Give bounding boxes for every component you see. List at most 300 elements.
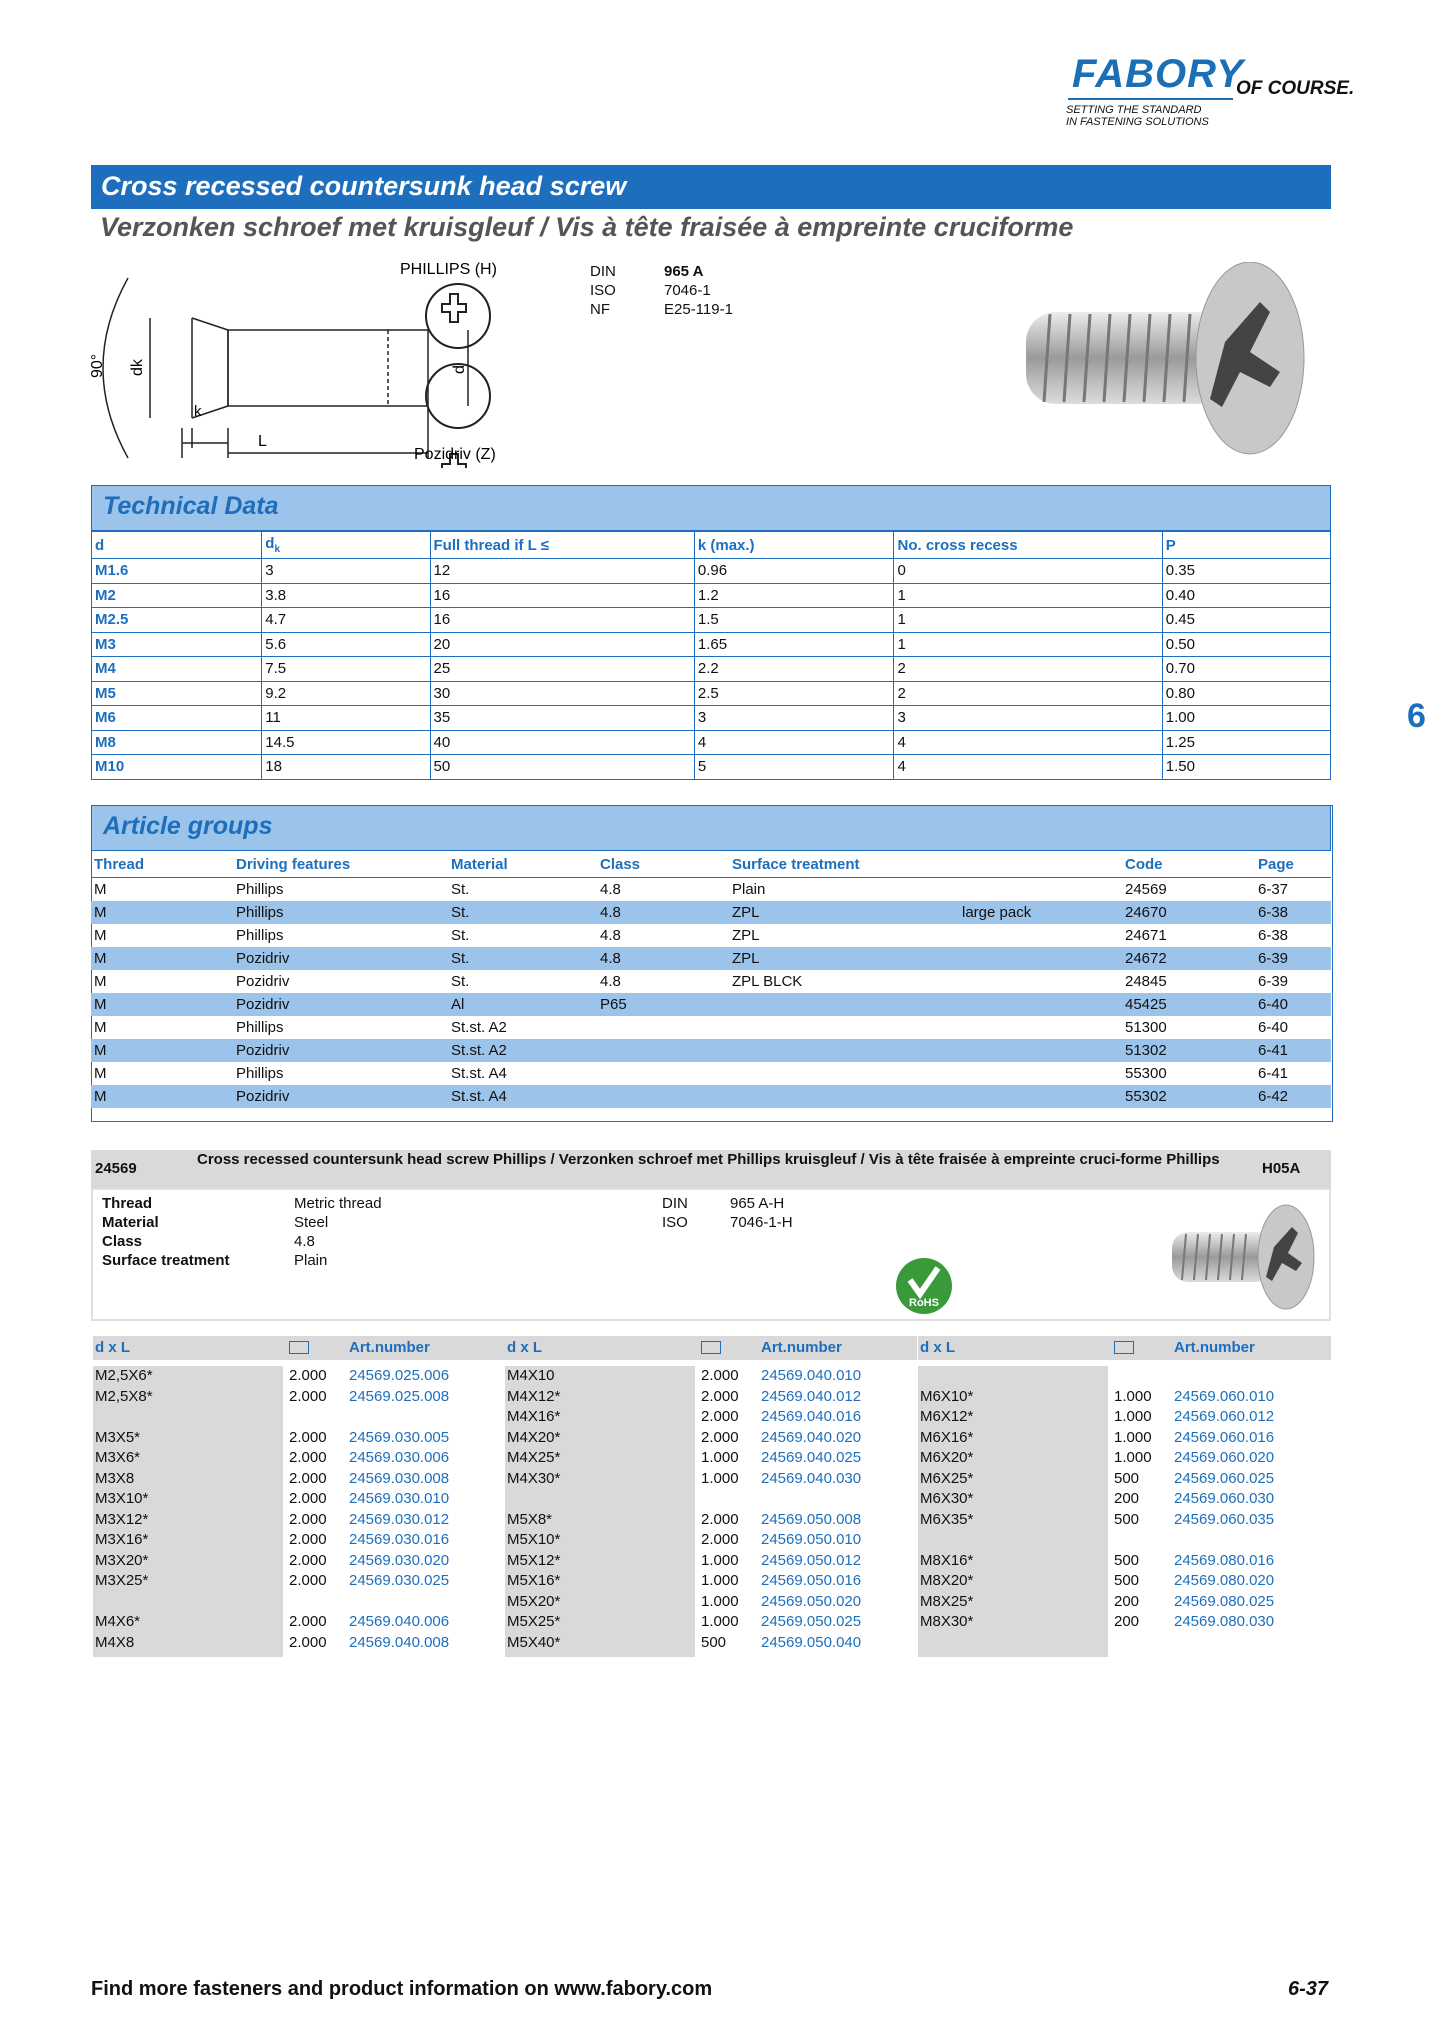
dxl-header: d x L <box>920 1339 956 1356</box>
tech-cell: 1.50 <box>1162 755 1330 780</box>
standard-value: 965 A <box>664 263 704 280</box>
phillips-label: PHILLIPS (H) <box>400 261 497 278</box>
list-item <box>918 1448 1330 1469</box>
art-number-link[interactable]: 24569.050.020 <box>761 1592 862 1610</box>
product-description: Cross recessed countersunk head screw Phillips / Verzonken schroef met Phillips kruisgleuf / Vis à tête fraisée à empreinte cruci-forme Phillips <box>197 1151 1220 1168</box>
pack-quantity: 2.000 <box>289 1469 327 1487</box>
tech-cell: 1.5 <box>694 608 894 633</box>
tech-cell: 3 <box>894 706 1162 731</box>
pack-quantity: 200 <box>1114 1592 1140 1610</box>
article-header-cell: Thread <box>91 852 233 878</box>
art-number-link[interactable]: 24569.040.008 <box>349 1633 450 1651</box>
list-item <box>505 1571 917 1592</box>
standard-row <box>590 262 733 281</box>
tech-cell: 40 <box>430 730 694 755</box>
art-number-link[interactable]: 24569.030.008 <box>349 1469 450 1487</box>
list-item <box>93 1612 505 1633</box>
article-cell: 6-40 <box>1258 1019 1289 1036</box>
list-item <box>93 1633 505 1654</box>
dxl-value: M6X12* <box>920 1408 974 1425</box>
list-item <box>918 1551 1330 1572</box>
article-cell: Phillips <box>236 881 284 898</box>
dxl-value: M5X25* <box>507 1613 561 1630</box>
article-cell: 6-39 <box>1258 973 1289 990</box>
svg-text:RoHS: RoHS <box>909 1297 939 1309</box>
table-row <box>91 993 1331 1016</box>
pack-quantity: 500 <box>1114 1510 1140 1528</box>
table-row <box>91 947 1331 970</box>
tech-cell: 1 <box>894 632 1162 657</box>
article-cell: St. <box>451 927 470 944</box>
article-cell <box>729 1085 959 1108</box>
dxl-value: M5X40* <box>507 1633 561 1651</box>
art-number-link[interactable]: 24569.060.035 <box>1174 1510 1275 1528</box>
tech-cell: M3 <box>92 632 262 657</box>
dxl-value: M3X12* <box>95 1510 149 1528</box>
pack-quantity: 2.000 <box>289 1531 327 1548</box>
dxl-value: M4X30* <box>507 1469 561 1487</box>
list-item <box>918 1469 1330 1490</box>
article-groups-heading: Article groups <box>103 812 273 840</box>
article-cell: 6-37 <box>1258 881 1289 898</box>
dxl-value: M3X5* <box>95 1428 141 1446</box>
standard-key: ISO <box>590 282 616 299</box>
tech-cell: 4 <box>894 755 1162 780</box>
article-cell: ZPL BLCK <box>732 973 803 990</box>
art-number-link[interactable]: 24569.080.016 <box>1174 1551 1275 1569</box>
product-property-keys <box>102 1194 230 1270</box>
article-list <box>505 1366 917 1666</box>
k-label: k <box>194 403 202 420</box>
table-row <box>91 924 1331 947</box>
table-row <box>91 970 1331 993</box>
table-row <box>91 1016 1331 1039</box>
article-cell: P65 <box>597 993 729 1016</box>
article-cell: St.st. A2 <box>451 1019 507 1036</box>
list-item <box>505 1407 917 1428</box>
dxl-value: M4X12* <box>507 1387 561 1405</box>
article-cell: 24845 <box>1125 973 1167 990</box>
dxl-value: M4X25* <box>507 1449 561 1466</box>
pack-quantity: 1.000 <box>701 1613 739 1630</box>
tech-cell: 35 <box>430 706 694 731</box>
tech-cell: 5 <box>694 755 894 780</box>
pack-quantity: 2.000 <box>289 1490 327 1507</box>
dxl-value: M3X20* <box>95 1551 149 1569</box>
tech-cell: 16 <box>430 583 694 608</box>
art-number-link[interactable]: 24569.040.016 <box>761 1408 862 1425</box>
article-cell <box>959 878 1122 902</box>
tech-header-cell: P <box>1162 532 1330 559</box>
pack-quantity: 500 <box>1114 1551 1140 1569</box>
article-cell: 24671 <box>1125 927 1167 944</box>
screw-drawing <box>88 258 518 468</box>
dxl-value: M4X10 <box>507 1367 555 1384</box>
art-number-link[interactable]: 24569.060.020 <box>1174 1449 1275 1466</box>
dxl-value: M8X20* <box>920 1572 974 1589</box>
list-item <box>505 1387 917 1408</box>
art-number-header: Art.number <box>761 1339 842 1356</box>
dxl-value: M3X10* <box>95 1490 149 1507</box>
art-number-link[interactable]: 24569.060.030 <box>1174 1490 1275 1507</box>
list-item <box>918 1510 1330 1531</box>
article-cell: 6-39 <box>1255 947 1331 970</box>
tech-cell: 4.7 <box>262 608 430 633</box>
dxl-value: M2,5X8* <box>95 1387 153 1405</box>
article-cell: 6-41 <box>1258 1065 1289 1082</box>
art-number-link[interactable]: 24569.080.030 <box>1174 1613 1275 1630</box>
tech-cell: 0 <box>894 559 1162 584</box>
art-number-link[interactable]: 24569.040.020 <box>761 1428 862 1446</box>
fabory-logo <box>1064 52 1364 132</box>
art-number-link[interactable]: 24569.030.010 <box>349 1490 450 1507</box>
article-cell: 45425 <box>1122 993 1255 1016</box>
pack-quantity: 1.000 <box>701 1449 739 1466</box>
article-header-cell: Driving features <box>233 852 448 878</box>
pack-quantity: 2.000 <box>701 1387 739 1405</box>
tech-cell: 1.2 <box>694 583 894 608</box>
article-cell: Phillips <box>236 1019 284 1036</box>
tech-cell: 3 <box>694 706 894 731</box>
art-number-link[interactable]: 24569.080.025 <box>1174 1592 1275 1610</box>
tech-cell: 0.50 <box>1162 632 1330 657</box>
tech-cell: 25 <box>430 657 694 682</box>
article-cell: Pozidriv <box>233 1039 448 1062</box>
table-row <box>92 559 1331 584</box>
art-number-link[interactable]: 24569.060.016 <box>1174 1428 1275 1446</box>
tech-cell: 12 <box>430 559 694 584</box>
list-item <box>505 1366 917 1387</box>
article-cell: Pozidriv <box>233 1085 448 1108</box>
article-header-cell: Surface treatment <box>729 852 959 878</box>
art-number-link[interactable]: 24569.040.006 <box>349 1613 450 1630</box>
tech-cell: 0.45 <box>1162 608 1330 633</box>
article-cell: 55300 <box>1125 1065 1167 1082</box>
pack-quantity: 500 <box>1114 1469 1140 1487</box>
table-row <box>92 730 1331 755</box>
art-number-link[interactable]: 24569.060.012 <box>1174 1408 1275 1425</box>
pozidriv-label: Pozidriv (Z) <box>414 446 496 463</box>
logo-tagline: SETTING THE STANDARD IN FASTENING SOLUTIONS <box>1066 104 1209 128</box>
article-cell: 6-38 <box>1255 901 1331 924</box>
art-number-link[interactable]: 24569.050.040 <box>761 1633 862 1651</box>
tech-header-cell: d <box>92 532 262 559</box>
article-cell: St. <box>451 881 470 898</box>
tech-cell: M5 <box>92 681 262 706</box>
article-header-cell: Class <box>597 852 729 878</box>
article-list-header <box>918 1336 1331 1360</box>
tech-cell: 50 <box>430 755 694 780</box>
product-standard-value: 965 A-H <box>730 1195 785 1212</box>
pack-quantity: 1.000 <box>1114 1449 1152 1466</box>
art-number-link[interactable]: 24569.060.010 <box>1174 1387 1275 1405</box>
product-property-values <box>294 1194 382 1270</box>
art-number-header: Art.number <box>1174 1339 1255 1356</box>
pack-quantity: 1.000 <box>1114 1387 1152 1405</box>
article-cell <box>959 1039 1122 1062</box>
list-item <box>918 1571 1330 1592</box>
article-cell <box>597 1085 729 1108</box>
art-number-link[interactable]: 24569.040.030 <box>761 1469 862 1487</box>
tech-cell: 4 <box>694 730 894 755</box>
dxl-value: M3X8 <box>95 1469 135 1487</box>
pack-quantity: 1.000 <box>701 1551 739 1569</box>
tech-cell: 0.35 <box>1162 559 1330 584</box>
article-cell: M <box>94 973 107 990</box>
dxl-value: M6X25* <box>920 1469 974 1487</box>
article-cell: M <box>94 881 107 898</box>
screw-image <box>1020 262 1320 462</box>
article-cell: M <box>94 1065 107 1082</box>
list-item <box>505 1428 917 1449</box>
property-value: Plain <box>294 1252 328 1269</box>
pack-quantity: 2.000 <box>701 1428 739 1446</box>
tech-header-cell: Full thread if L ≤ <box>430 532 694 559</box>
tech-header-cell: No. cross recess <box>894 532 1162 559</box>
pack-quantity: 2.000 <box>289 1510 327 1528</box>
art-number-link[interactable]: 24569.050.016 <box>761 1572 862 1589</box>
dxl-value: M6X16* <box>920 1428 974 1446</box>
article-cell: 6-41 <box>1255 1039 1331 1062</box>
article-cell: Pozidriv <box>233 993 448 1016</box>
table-row <box>92 583 1331 608</box>
quantity-icon <box>1114 1341 1134 1354</box>
list-item <box>505 1633 917 1654</box>
tech-cell: 5.6 <box>262 632 430 657</box>
tech-cell: 0.40 <box>1162 583 1330 608</box>
standard-value: E25-119-1 <box>664 301 733 318</box>
art-number-header: Art.number <box>349 1339 430 1356</box>
list-item <box>505 1469 917 1490</box>
list-item <box>505 1530 917 1551</box>
tech-cell: 0.70 <box>1162 657 1330 682</box>
title-bar <box>91 165 1331 209</box>
pack-quantity: 1.000 <box>701 1572 739 1589</box>
pack-quantity: 2.000 <box>701 1510 739 1528</box>
l-label: L <box>258 433 267 450</box>
list-item <box>918 1612 1330 1633</box>
art-number-link[interactable]: 24569.030.005 <box>349 1428 450 1446</box>
standard-row <box>590 300 733 319</box>
article-cell: Phillips <box>236 927 284 944</box>
product-standard-key: DIN <box>662 1195 688 1212</box>
article-cell <box>729 1062 959 1085</box>
table-row <box>91 878 1331 902</box>
art-number-link[interactable]: 24569.050.010 <box>761 1531 862 1548</box>
tech-cell: 2.2 <box>694 657 894 682</box>
dxl-value: M2,5X6* <box>95 1367 153 1384</box>
standards-list <box>590 262 733 319</box>
list-item <box>93 1530 505 1551</box>
article-cell: St.st. A2 <box>448 1039 597 1062</box>
article-cell <box>959 1016 1122 1039</box>
tech-cell: 0.96 <box>694 559 894 584</box>
footer-text: Find more fasteners and product information on www.fabory.com <box>91 1978 713 2000</box>
product-screw-image <box>1168 1202 1318 1312</box>
article-cell: ZPL <box>732 927 760 944</box>
article-cell: Phillips <box>236 1065 284 1082</box>
tech-cell: 18 <box>262 755 430 780</box>
dxl-value: M4X6* <box>95 1613 141 1630</box>
tech-cell: M6 <box>92 706 262 731</box>
article-cell: M <box>94 927 107 944</box>
art-number-link[interactable]: 24569.050.025 <box>761 1613 862 1630</box>
article-cell <box>959 924 1122 947</box>
tech-cell: 1 <box>894 608 1162 633</box>
article-cell: 55302 <box>1122 1085 1255 1108</box>
tech-cell: 30 <box>430 681 694 706</box>
pack-quantity: 2.000 <box>289 1633 327 1651</box>
article-cell <box>597 1062 729 1085</box>
product-header <box>91 1150 1331 1188</box>
tech-cell: 2 <box>894 657 1162 682</box>
product-standard-values <box>730 1194 793 1232</box>
article-cell: 6-38 <box>1258 927 1289 944</box>
standard-value: 7046-1 <box>664 282 711 299</box>
article-cell <box>959 1062 1122 1085</box>
art-number-link[interactable]: 24569.030.020 <box>349 1551 450 1569</box>
dk-label: dk <box>129 359 146 376</box>
tech-cell: M2.5 <box>92 608 262 633</box>
art-number-link[interactable]: 24569.050.012 <box>761 1551 862 1569</box>
table-row <box>91 1039 1331 1062</box>
list-item <box>918 1428 1330 1449</box>
tech-cell: M8 <box>92 730 262 755</box>
art-number-link[interactable]: 24569.025.008 <box>349 1387 450 1405</box>
art-number-link[interactable]: 24569.050.008 <box>761 1510 862 1528</box>
pack-quantity: 2.000 <box>289 1613 327 1630</box>
property-key: Surface treatment <box>102 1252 230 1269</box>
tech-cell: 1.25 <box>1162 730 1330 755</box>
tech-cell: M2 <box>92 583 262 608</box>
art-number-link[interactable]: 24569.030.025 <box>349 1572 450 1589</box>
dxl-value: M8X30* <box>920 1613 974 1630</box>
list-item <box>505 1551 917 1572</box>
article-header-cell: Code <box>1122 852 1255 878</box>
dxl-value: M5X8* <box>507 1510 553 1528</box>
pack-quantity: 1.000 <box>701 1469 739 1487</box>
article-cell: ZPL <box>729 947 959 970</box>
property-key: Class <box>102 1233 143 1250</box>
art-number-link[interactable]: 24569.025.006 <box>349 1367 450 1384</box>
article-cell: large pack <box>959 901 1122 924</box>
standard-row <box>590 281 733 300</box>
tech-cell: 2.5 <box>694 681 894 706</box>
tech-cell: 11 <box>262 706 430 731</box>
pack-quantity: 2.000 <box>701 1367 739 1384</box>
product-standard-keys <box>662 1194 688 1232</box>
page-title: Cross recessed countersunk head screw <box>101 171 627 201</box>
art-number-link[interactable]: 24569.030.012 <box>349 1510 450 1528</box>
tech-cell: 0.80 <box>1162 681 1330 706</box>
list-item <box>918 1592 1330 1613</box>
article-list <box>918 1366 1330 1666</box>
article-cell <box>959 1085 1122 1108</box>
page-number: 6-37 <box>1288 1978 1329 2000</box>
dxl-value: M3X16* <box>95 1531 149 1548</box>
table-row <box>92 706 1331 731</box>
article-cell: M <box>91 993 233 1016</box>
product-standard-key: ISO <box>662 1214 688 1231</box>
pack-quantity: 1.000 <box>1114 1408 1152 1425</box>
article-cell <box>729 993 959 1016</box>
dxl-value: M4X20* <box>507 1428 561 1446</box>
article-cell: 24670 <box>1122 901 1255 924</box>
art-number-link[interactable]: 24569.080.020 <box>1174 1572 1275 1589</box>
property-value: Steel <box>294 1214 329 1231</box>
article-cell: ZPL <box>729 901 959 924</box>
article-cell <box>597 1016 729 1039</box>
property-value: 4.8 <box>294 1233 315 1250</box>
art-number-link[interactable]: 24569.040.025 <box>761 1449 862 1466</box>
list-item <box>93 1387 505 1408</box>
article-cell: St. <box>448 947 597 970</box>
article-cell: Pozidriv <box>233 947 448 970</box>
table-row <box>92 755 1331 780</box>
list-item <box>918 1489 1330 1510</box>
article-cell: Plain <box>732 881 766 898</box>
art-number-link[interactable]: 24569.060.025 <box>1174 1469 1275 1487</box>
article-cell: M <box>91 947 233 970</box>
table-row <box>91 1085 1331 1108</box>
tech-cell: 14.5 <box>262 730 430 755</box>
dxl-value: M8X25* <box>920 1592 974 1610</box>
dxl-value: M4X16* <box>507 1408 561 1425</box>
table-row <box>91 1062 1331 1085</box>
list-item <box>93 1489 505 1510</box>
article-header-cell: Material <box>448 852 597 878</box>
tech-cell: 16 <box>430 608 694 633</box>
article-list <box>93 1366 505 1666</box>
dxl-value: M6X10* <box>920 1387 974 1405</box>
tech-cell: M1.6 <box>92 559 262 584</box>
article-cell: 4.8 <box>600 973 621 990</box>
article-cell: 24569 <box>1125 881 1167 898</box>
tech-cell: M4 <box>92 657 262 682</box>
article-cell: 4.8 <box>597 947 729 970</box>
article-cell: Pozidriv <box>236 973 290 990</box>
art-number-link[interactable]: 24569.040.010 <box>761 1367 862 1384</box>
list-item <box>93 1469 505 1490</box>
list-item <box>505 1612 917 1633</box>
list-item <box>505 1510 917 1531</box>
dxl-value: M5X10* <box>507 1531 561 1548</box>
pack-quantity: 200 <box>1114 1490 1140 1507</box>
pack-quantity: 2.000 <box>289 1449 327 1466</box>
pack-quantity: 1.000 <box>1114 1428 1152 1446</box>
article-cell: M <box>91 1085 233 1108</box>
page-subtitle: Verzonken schroef met kruisgleuf / Vis à tête fraisée à empreinte cruciforme <box>100 212 1074 242</box>
tech-cell: 2 <box>894 681 1162 706</box>
art-number-link[interactable]: 24569.030.006 <box>349 1449 450 1466</box>
article-header-cell <box>959 852 1122 878</box>
tech-cell: 9.2 <box>262 681 430 706</box>
tech-cell: 3 <box>262 559 430 584</box>
dxl-value: M5X12* <box>507 1551 561 1569</box>
article-list-header <box>505 1336 917 1360</box>
art-number-link[interactable]: 24569.040.012 <box>761 1387 862 1405</box>
article-cell: 24672 <box>1122 947 1255 970</box>
dxl-value: M6X35* <box>920 1510 974 1528</box>
article-cell <box>959 993 1122 1016</box>
list-item <box>505 1448 917 1469</box>
art-number-link[interactable]: 24569.030.016 <box>349 1531 450 1548</box>
product-h05-code: H05A <box>1262 1160 1301 1177</box>
rohs-badge <box>894 1256 954 1316</box>
pack-quantity: 500 <box>701 1633 727 1651</box>
table-row <box>92 608 1331 633</box>
article-cell <box>597 1039 729 1062</box>
